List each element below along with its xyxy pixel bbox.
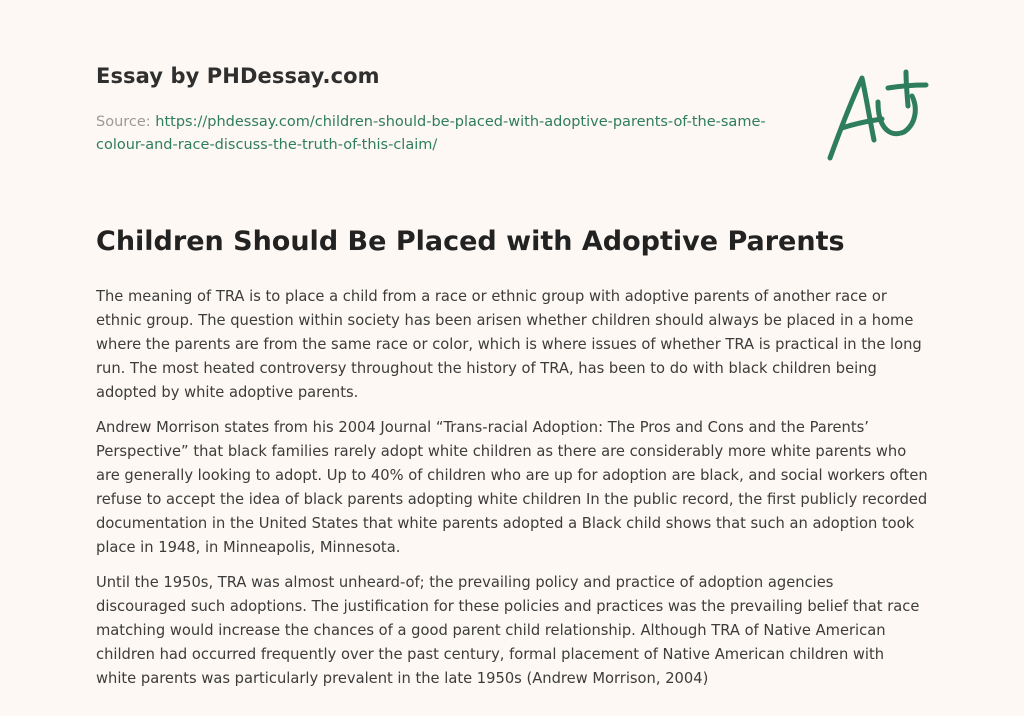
site-title: Essay by PHDessay.com	[96, 64, 380, 88]
source-line	[96, 111, 796, 157]
essay-paragraph-1: The meaning of TRA is to place a child from a race or ethnic group with adoptive parents of another race or ethnic group. The question within society has been arisen whether children should always be placed in a home where the parents are from the same race or color, which is where issues of whether TRA is practical in the long run. The most heated controversy throughout the history of TRA, has been to do with black children being adopted by white adoptive parents.	[96, 288, 922, 401]
essay-body	[96, 285, 928, 702]
essay-paragraph-3: Until the 1950s, TRA was almost unheard-of; the prevailing policy and practice of adoption agencies discouraged such adoptions. The justification for these policies and practices was the prevailing belief that race matching would increase the chances of a good parent child relationship. Although TRA of Native American children had occurred frequently over the past century, formal placement of Native American children with white parents was particularly prevalent in the late 1950s (Andrew Morrison, 2004)	[96, 574, 920, 687]
essay-paragraph-2: Andrew Morrison states from his 2004 Journal “Trans-racial Adoption: The Pros and Cons and the Parents’ Perspective” that black families rarely adopt white children as there are considerably more white parents who are generally looking to adopt. Up to 40% of children who are up for adoption are black, and social workers often refuse to accept the idea of black parents adopting white children In the public record, the first publicly recorded documentation in the United States that white parents adopted a Black child shows that such an adoption took place in 1948, in Minneapolis, Minnesota.	[96, 419, 928, 556]
a-plus-grade-icon	[820, 66, 930, 166]
source-label: Source:	[96, 114, 151, 130]
essay-title: Children Should Be Placed with Adoptive Parents	[96, 226, 845, 257]
source-link[interactable]: https://phdessay.com/children-should-be-placed-with-adoptive-parents-of-the-same-colour-and-race-discuss-the-truth-of-this-claim/	[96, 114, 766, 153]
